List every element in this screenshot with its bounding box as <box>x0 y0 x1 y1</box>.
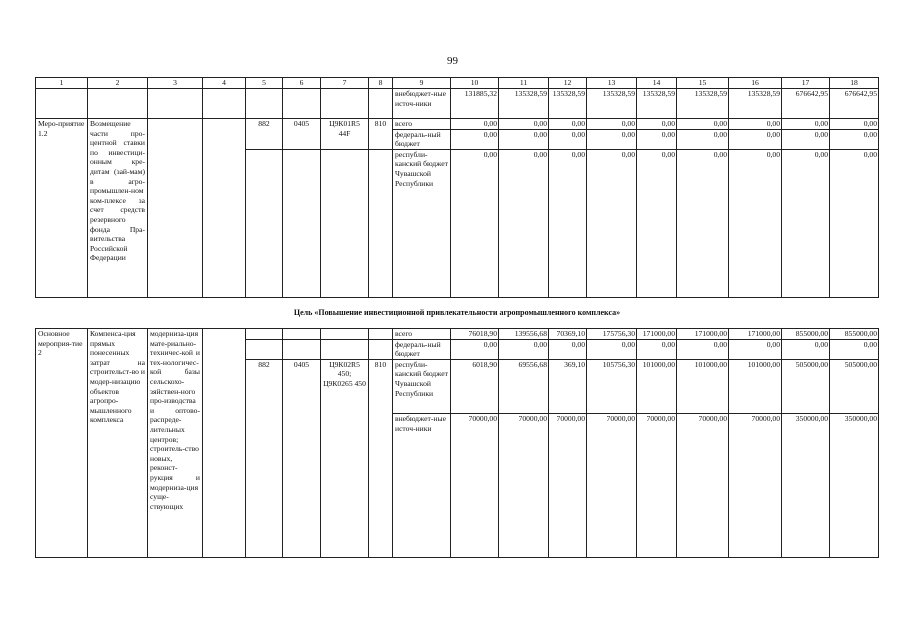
value-cell: 0,00 <box>830 339 879 359</box>
code-section: 0405 <box>283 119 321 150</box>
value-cell: 855000,00 <box>782 329 830 340</box>
value-cell: 676642,95 <box>782 89 830 119</box>
value-cell: 350000,00 <box>830 414 879 558</box>
value-cell: 171000,00 <box>677 329 729 340</box>
value-cell: 131885,32 <box>451 89 499 119</box>
value-cell: 0,00 <box>451 339 499 359</box>
funding-source: всего <box>393 119 451 130</box>
goal-row <box>36 298 879 329</box>
value-cell: 0,00 <box>587 339 637 359</box>
value-cell: 350000,00 <box>782 414 830 558</box>
header-cell: 13 <box>587 78 637 89</box>
code-target: Ц9К02R5 450; Ц9К0265 450 <box>321 359 369 557</box>
value-cell: 0,00 <box>549 149 587 297</box>
value-cell: 0,00 <box>830 119 879 130</box>
value-cell: 0,00 <box>637 339 677 359</box>
value-cell: 0,00 <box>549 339 587 359</box>
value-cell: 0,00 <box>677 149 729 297</box>
value-cell: 0,00 <box>782 149 830 297</box>
value-cell: 505000,00 <box>830 359 879 413</box>
value-cell: 69556,68 <box>499 359 549 413</box>
header-cell: 12 <box>549 78 587 89</box>
value-cell: 76018,90 <box>451 329 499 340</box>
header-cell: 10 <box>451 78 499 89</box>
value-cell: 676642,95 <box>830 89 879 119</box>
table-row <box>36 119 879 130</box>
value-cell: 171000,00 <box>637 329 677 340</box>
value-cell: 0,00 <box>637 129 677 149</box>
value-cell: 0,00 <box>677 129 729 149</box>
value-cell: 0,00 <box>451 129 499 149</box>
value-cell: 135328,59 <box>677 89 729 119</box>
code-expense: 810 <box>369 119 393 150</box>
header-row <box>36 78 879 89</box>
value-cell: 0,00 <box>729 339 782 359</box>
value-cell: 135328,59 <box>587 89 637 119</box>
value-cell: 70000,00 <box>499 414 549 558</box>
event-description: модерниза-ция мате-риально-техничес-кой и тех-нологичес-кой базы сельскохо-зяйствен-ного про-изводства и оптово-распреде-лительных центров; строитель-ство новых, реконст-рукция и модерниза-ция суще-ствующих <box>148 329 203 558</box>
funding-source: внебюджет-ные источ-ники <box>393 89 451 119</box>
funding-source: республи-канский бюджет Чувашской Республики <box>393 359 451 413</box>
header-cell: 1 <box>36 78 88 89</box>
value-cell: 0,00 <box>499 119 549 130</box>
header-cell: 15 <box>677 78 729 89</box>
value-cell: 0,00 <box>587 149 637 297</box>
value-cell: 0,00 <box>830 149 879 297</box>
value-cell: 505000,00 <box>782 359 830 413</box>
value-cell: 0,00 <box>637 149 677 297</box>
code-ministry: 882 <box>246 119 283 150</box>
value-cell: 0,00 <box>549 119 587 130</box>
value-cell: 0,00 <box>729 149 782 297</box>
value-cell: 0,00 <box>499 339 549 359</box>
value-cell: 369,10 <box>549 359 587 413</box>
value-cell: 0,00 <box>587 129 637 149</box>
header-cell: 18 <box>830 78 879 89</box>
value-cell: 0,00 <box>782 339 830 359</box>
value-cell: 70000,00 <box>451 414 499 558</box>
value-cell: 0,00 <box>677 119 729 130</box>
value-cell: 70000,00 <box>549 414 587 558</box>
header-cell: 4 <box>203 78 246 89</box>
header-cell: 9 <box>393 78 451 89</box>
table-row <box>36 329 879 340</box>
value-cell: 0,00 <box>729 129 782 149</box>
header-cell: 5 <box>246 78 283 89</box>
header-cell: 7 <box>321 78 369 89</box>
value-cell: 855000,00 <box>830 329 879 340</box>
goal-title: Цель «Повышение инвестиционной привлекательности агропромышленного комплекса» <box>36 298 879 329</box>
value-cell: 0,00 <box>499 129 549 149</box>
value-cell: 171000,00 <box>729 329 782 340</box>
header-cell: 11 <box>499 78 549 89</box>
value-cell: 0,00 <box>677 339 729 359</box>
value-cell: 135328,59 <box>549 89 587 119</box>
value-cell: 0,00 <box>782 119 830 130</box>
value-cell: 139556,68 <box>499 329 549 340</box>
value-cell: 70000,00 <box>637 414 677 558</box>
funding-source: федераль-ный бюджет <box>393 129 451 149</box>
value-cell: 0,00 <box>549 129 587 149</box>
value-cell: 0,00 <box>587 119 637 130</box>
header-cell: 6 <box>283 78 321 89</box>
header-cell: 16 <box>729 78 782 89</box>
code-section: 0405 <box>283 359 321 557</box>
code-ministry: 882 <box>246 359 283 557</box>
value-cell: 0,00 <box>729 119 782 130</box>
value-cell: 0,00 <box>451 119 499 130</box>
value-cell: 70000,00 <box>677 414 729 558</box>
code-expense: 810 <box>369 359 393 557</box>
code-target: Ц9К01R5 44F <box>321 119 369 150</box>
budget-table <box>35 77 879 558</box>
header-cell: 8 <box>369 78 393 89</box>
value-cell: 0,00 <box>830 129 879 149</box>
funding-source: внебюджет-ные источ-ники <box>393 414 451 558</box>
value-cell: 135328,59 <box>637 89 677 119</box>
value-cell: 0,00 <box>782 129 830 149</box>
header-cell: 14 <box>637 78 677 89</box>
value-cell: 70000,00 <box>587 414 637 558</box>
value-cell: 0,00 <box>451 149 499 297</box>
page-number: 99 <box>447 55 458 67</box>
event-name: Компенса-ция прямых понесенных затрат на строительст-во и модер-низацию объектов агропро-мышленного комплекса <box>88 329 148 558</box>
header-cell: 2 <box>88 78 148 89</box>
table-row <box>36 89 879 119</box>
value-cell: 101000,00 <box>729 359 782 413</box>
header-cell: 3 <box>148 78 203 89</box>
event-name: Возмещение части про-центной ставки по инвестици-онным кре-дитам (зай-мам) в агро-промышлен-ном ком-плексе за счет средств резервного фонда Пра-вительства Российской Федерации <box>88 119 148 298</box>
funding-source: федераль-ный бюджет <box>393 339 451 359</box>
event-type: Меро-приятие 1.2 <box>36 119 88 298</box>
value-cell: 70369,10 <box>549 329 587 340</box>
value-cell: 6018,90 <box>451 359 499 413</box>
event-type: Основное мероприя-тие 2 <box>36 329 88 558</box>
funding-source: республи-канский бюджет Чувашской Республики <box>393 149 451 297</box>
value-cell: 105756,30 <box>587 359 637 413</box>
value-cell: 0,00 <box>637 119 677 130</box>
value-cell: 101000,00 <box>677 359 729 413</box>
value-cell: 70000,00 <box>729 414 782 558</box>
value-cell: 0,00 <box>499 149 549 297</box>
funding-source: всего <box>393 329 451 340</box>
value-cell: 175756,30 <box>587 329 637 340</box>
value-cell: 135328,59 <box>499 89 549 119</box>
value-cell: 101000,00 <box>637 359 677 413</box>
header-cell: 17 <box>782 78 830 89</box>
value-cell: 135328,59 <box>729 89 782 119</box>
